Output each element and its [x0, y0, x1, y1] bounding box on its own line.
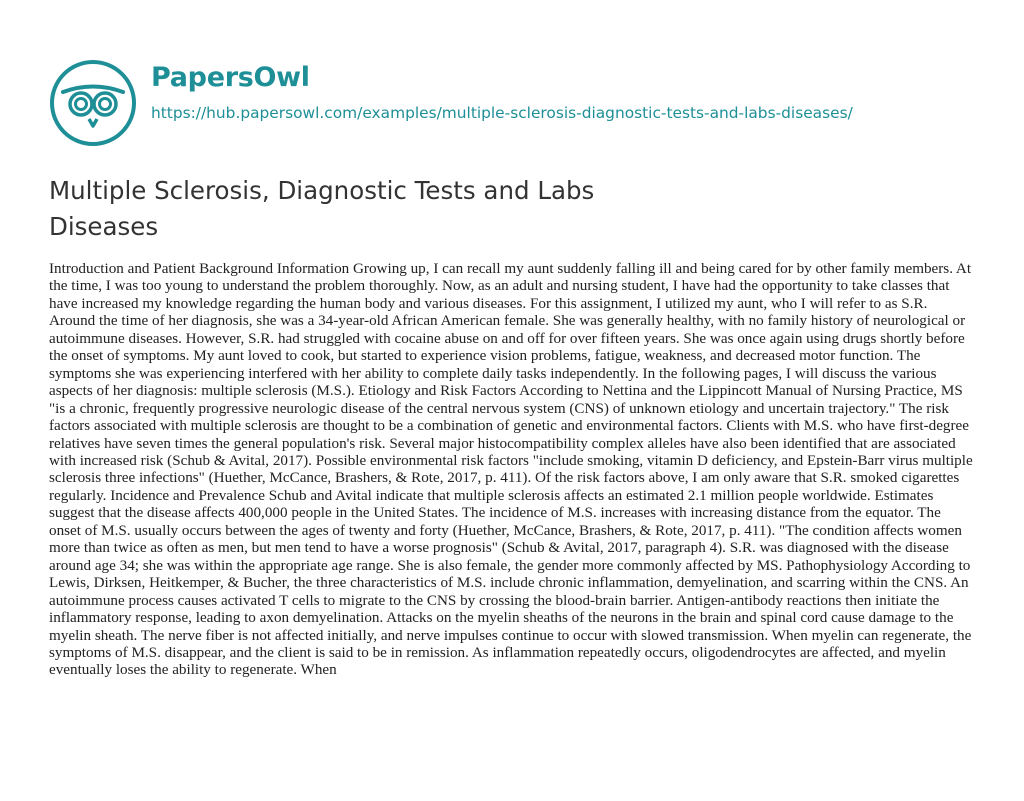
essay-body: Introduction and Patient Background Information Growing up, I can recall my aunt suddenly falling ill and being cared for by other family members. At the time, I was too young to understand the problem thoroughly. Now, as an adult and nursing student, I have had the opportunity to take classes that have increased my knowledge regarding the human body and various diseases. For this assignment, I utilized my aunt, who I will refer to as S.R. Around the time of her diagnosis, she was a 34-year-old African American female. She was generally healthy, with no family history of neurological or autoimmune diseases. However, S.R. had struggled with cocaine abuse on and off for over fifteen years. She was once again using drugs shortly before the onset of symptoms. My aunt loved to cook, but started to experience vision problems, fatigue, weakness, and decreased motor function. The symptoms she was experiencing interfered with her ability to complete daily tasks independently. In the following pages, I will discuss the various aspects of her diagnosis: multiple sclerosis (M.S.). Etiology and Risk Factors According to Nettina and the Lippincott Manual of Nursing Practice, MS "is a chronic, frequently progressive neurologic disease of the central nervous system (CNS) of unknown etiology and uncertain trajectory." The risk factors associated with multiple sclerosis are thought to be a combination of genetic and environmental factors. Clients with M.S. who have first-degree relatives have seven times the general population's risk. Several major histocompatibility complex alleles have also been identified that are associated with increased risk (Schub & Avital, 2017). Possible environmental risk factors "include smoking, vitamin D deficiency, and Epstein-Barr virus multiple sclerosis three infections" (Huether, McCance, Brashers, & Rote, 2017, p. 411). Of the risk factors above, I am only aware that S.R. smoked cigarettes regularly. Incidence and Prevalence Schub and Avital indicate that multiple sclerosis affects an estimated 2.1 million people worldwide. Estimates suggest that the disease affects 400,000 people in the United States. The incidence of M.S. increases with increasing distance from the equator. The onset of M.S. usually occurs between the ages of twenty and forty (Huether, McCance, Brashers, & Rote, 2017, p. 411). "The condition affects women more than twice as often as men, but men tend to have a worse prognosis" (Schub & Avital, 2017, paragraph 4). S.R. was diagnosed with the disease around age 34; she was within the appropriate age range. She is also female, the gender more commonly affected by MS. Pathophysiology According to Lewis, Dirksen, Heitkemper, & Bucher, the three characteristics of M.S. include chronic inflammation, demyelination, and scarring within the CNS. An autoimmune process causes activated T cells to migrate to the CNS by crossing the blood-brain barrier. Antigen-antibody reactions then initiate the inflammatory response, leading to axon demyelination. Attacks on the myelin sheaths of the neurons in the brain and spinal cord cause damage to the myelin sheath. The nerve fiber is not affected initially, and nerve impulses continue to occur with slowed transmission. When myelin can regenerate, the symptoms of M.S. disappear, and the client is said to be in remission. As inflammation repeatedly occurs, oligodendrocytes are affected, and myelin eventually loses the ability to regenerate. When	[49, 260, 973, 679]
site-header	[49, 54, 1009, 144]
essay-title: Multiple Sclerosis, Diagnostic Tests and Labs Diseases	[49, 176, 595, 241]
source-url-link[interactable]: https://hub.papersowl.com/examples/multiple-sclerosis-diagnostic-tests-and-labs-diseases/	[151, 104, 853, 122]
owl-logo-icon	[49, 59, 137, 147]
brand-name: PapersOwl	[151, 62, 310, 93]
